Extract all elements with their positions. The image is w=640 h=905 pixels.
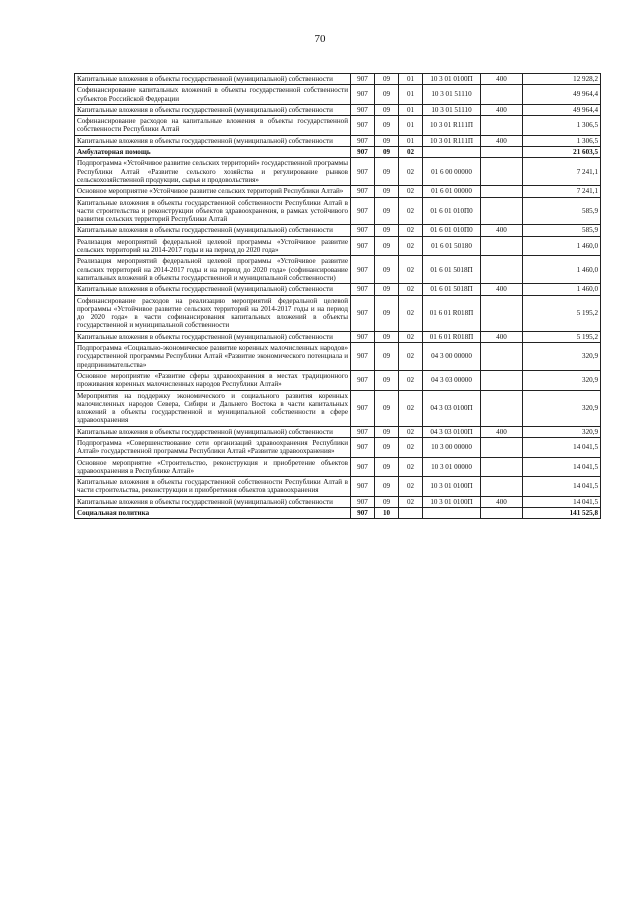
cell-description: Софинансирование расходов на реализацию мероприятий федеральной целевой программы «Устойчивое развитие сельских территорий на 2014-2017 годы и на период до 2020 года» в части софинансирования капитальных вложений в объекты государственной и муниципальной собственности	[75, 295, 351, 331]
cell-amount: 49 964,4	[523, 104, 601, 115]
cell-description: Подпрограмма «Социально-экономическое развитие коренных малочисленных народов» государственной программы Республики Алтай «Развитие экономического потенциала и предпринимательства»	[75, 343, 351, 371]
cell-description: Реализация мероприятий федеральной целевой программы «Устойчивое развитие сельских территорий на 2014-2017 годы и на период до 2020 года»	[75, 236, 351, 256]
cell-description: Мероприятия на поддержку экономического и социального развития коренных малочисленных народов Севера, Сибири и Дальнего Востока в части капитальных вложений в объекты государственной и муниципальной собственности в сфере здравоохранения	[75, 390, 351, 426]
cell-subsection-code: 01	[399, 104, 423, 115]
table-row	[75, 147, 601, 158]
table-row	[75, 508, 601, 519]
cell-expense-type	[481, 85, 523, 105]
cell-ministry-code: 907	[351, 426, 375, 437]
cell-expense-type	[481, 477, 523, 497]
cell-section-code: 09	[375, 331, 399, 342]
cell-target-article: 10 3 01 0100П	[423, 477, 481, 497]
cell-target-article: 01 6 01 R018П	[423, 295, 481, 331]
cell-subsection-code: 01	[399, 116, 423, 136]
table-row	[75, 186, 601, 197]
cell-target-article: 10 3 01 0100П	[423, 74, 481, 85]
cell-section-code: 09	[375, 426, 399, 437]
cell-expense-type	[481, 508, 523, 519]
budget-table-body	[75, 74, 601, 519]
cell-expense-type: 400	[481, 331, 523, 342]
cell-section-code: 09	[375, 295, 399, 331]
cell-subsection-code: 02	[399, 477, 423, 497]
table-row	[75, 370, 601, 390]
cell-section-code: 10	[375, 508, 399, 519]
cell-amount: 14 041,5	[523, 457, 601, 477]
table-row	[75, 343, 601, 371]
cell-description: Капитальные вложения в объекты государственной (муниципальной) собственности	[75, 426, 351, 437]
cell-subsection-code: 02	[399, 147, 423, 158]
cell-subsection-code: 02	[399, 284, 423, 295]
table-row	[75, 74, 601, 85]
cell-section-code: 09	[375, 116, 399, 136]
cell-target-article: 04 3 00 00000	[423, 343, 481, 371]
cell-target-article	[423, 508, 481, 519]
cell-target-article: 10 3 01 0100П	[423, 496, 481, 507]
cell-target-article: 01 6 01 00000	[423, 186, 481, 197]
cell-section-code: 09	[375, 104, 399, 115]
cell-amount: 585,9	[523, 197, 601, 225]
cell-subsection-code: 02	[399, 496, 423, 507]
cell-section-code: 09	[375, 85, 399, 105]
cell-subsection-code: 02	[399, 390, 423, 426]
cell-subsection-code: 01	[399, 74, 423, 85]
cell-amount: 1 460,0	[523, 284, 601, 295]
cell-section-code: 09	[375, 256, 399, 284]
cell-amount: 7 241,1	[523, 186, 601, 197]
cell-ministry-code: 907	[351, 186, 375, 197]
cell-subsection-code: 01	[399, 85, 423, 105]
cell-description: Капитальные вложения в объекты государственной (муниципальной) собственности	[75, 331, 351, 342]
cell-expense-type: 400	[481, 284, 523, 295]
table-row	[75, 331, 601, 342]
cell-amount: 320,9	[523, 370, 601, 390]
cell-subsection-code: 02	[399, 343, 423, 371]
cell-expense-type: 400	[481, 426, 523, 437]
cell-ministry-code: 907	[351, 116, 375, 136]
table-row	[75, 85, 601, 105]
cell-amount: 1 306,5	[523, 135, 601, 146]
cell-description: Капитальные вложения в объекты государственной собственности Республики Алтай в части строительства и реконструкции объектов здравоохранения, в рамках устойчивого развития сельских территорий Республики Алтай	[75, 197, 351, 225]
cell-section-code: 09	[375, 437, 399, 457]
cell-subsection-code: 02	[399, 331, 423, 342]
cell-section-code: 09	[375, 147, 399, 158]
cell-description: Основное мероприятие «Устойчивое развитие сельских территорий Республики Алтай»	[75, 186, 351, 197]
cell-target-article: 10 3 01 00000	[423, 457, 481, 477]
cell-amount: 1 306,5	[523, 116, 601, 136]
cell-description: Основное мероприятие «Строительство, реконструкция и приобретение объектов здравоохранения в Республике Алтай»	[75, 457, 351, 477]
cell-subsection-code: 02	[399, 158, 423, 186]
cell-expense-type	[481, 256, 523, 284]
cell-section-code: 09	[375, 225, 399, 236]
cell-amount: 5 195,2	[523, 331, 601, 342]
cell-subsection-code: 02	[399, 186, 423, 197]
cell-expense-type	[481, 370, 523, 390]
cell-section-code: 09	[375, 236, 399, 256]
cell-ministry-code: 907	[351, 225, 375, 236]
cell-ministry-code: 907	[351, 343, 375, 371]
table-row	[75, 390, 601, 426]
cell-ministry-code: 907	[351, 284, 375, 295]
cell-subsection-code: 02	[399, 457, 423, 477]
cell-target-article: 04 3 03 00000	[423, 370, 481, 390]
cell-ministry-code: 907	[351, 390, 375, 426]
cell-ministry-code: 907	[351, 135, 375, 146]
cell-description: Основное мероприятие «Развитие сферы здравоохранения в местах традиционного проживания коренных малочисленных народов Республики Алтай»	[75, 370, 351, 390]
budget-table	[74, 73, 601, 519]
cell-expense-type: 400	[481, 135, 523, 146]
cell-amount: 585,9	[523, 225, 601, 236]
cell-amount: 320,9	[523, 343, 601, 371]
cell-expense-type	[481, 147, 523, 158]
table-row	[75, 197, 601, 225]
cell-target-article: 01 6 01 5018П	[423, 256, 481, 284]
cell-amount: 49 964,4	[523, 85, 601, 105]
cell-target-article: 10 3 01 R111П	[423, 116, 481, 136]
cell-description: Софинансирование расходов на капитальные вложения в объекты государственной собственности Республики Алтай	[75, 116, 351, 136]
cell-target-article: 04 3 03 0100П	[423, 390, 481, 426]
cell-amount: 320,9	[523, 390, 601, 426]
cell-expense-type	[481, 116, 523, 136]
cell-expense-type	[481, 437, 523, 457]
cell-description: Социальная политика	[75, 508, 351, 519]
cell-target-article: 01 6 00 00000	[423, 158, 481, 186]
cell-ministry-code: 907	[351, 85, 375, 105]
cell-ministry-code: 907	[351, 457, 375, 477]
cell-ministry-code: 907	[351, 74, 375, 85]
cell-section-code: 09	[375, 197, 399, 225]
cell-description: Капитальные вложения в объекты государственной (муниципальной) собственности	[75, 496, 351, 507]
cell-expense-type	[481, 343, 523, 371]
table-row	[75, 158, 601, 186]
cell-ministry-code: 907	[351, 236, 375, 256]
cell-ministry-code: 907	[351, 147, 375, 158]
cell-target-article: 01 6 01 010П0	[423, 197, 481, 225]
cell-section-code: 09	[375, 477, 399, 497]
cell-amount: 21 603,5	[523, 147, 601, 158]
cell-subsection-code: 02	[399, 236, 423, 256]
cell-subsection-code: 02	[399, 295, 423, 331]
cell-target-article: 01 6 01 50180	[423, 236, 481, 256]
table-row	[75, 236, 601, 256]
cell-section-code: 09	[375, 496, 399, 507]
cell-amount: 5 195,2	[523, 295, 601, 331]
table-row	[75, 477, 601, 497]
cell-expense-type	[481, 197, 523, 225]
table-row	[75, 426, 601, 437]
cell-target-article: 01 6 01 R018П	[423, 331, 481, 342]
cell-expense-type	[481, 295, 523, 331]
cell-section-code: 09	[375, 158, 399, 186]
cell-description: Подпрограмма «Устойчивое развитие сельских территорий» государственной программы Республики Алтай «Развитие сельского хозяйства и регулирование рынков сельскохозяйственной продукции, сырья и продовольствия»	[75, 158, 351, 186]
cell-amount: 1 460,0	[523, 236, 601, 256]
cell-ministry-code: 907	[351, 158, 375, 186]
cell-subsection-code: 02	[399, 225, 423, 236]
cell-description: Амбулаторная помощь	[75, 147, 351, 158]
cell-amount: 14 041,5	[523, 496, 601, 507]
cell-ministry-code: 907	[351, 331, 375, 342]
cell-ministry-code: 907	[351, 256, 375, 284]
cell-ministry-code: 907	[351, 370, 375, 390]
cell-description: Капитальные вложения в объекты государственной (муниципальной) собственности	[75, 284, 351, 295]
cell-description: Подпрограмма «Совершенствование сети организаций здравоохранения Республики Алтай» государственной программы Республики Алтай «Развитие здравоохранения»	[75, 437, 351, 457]
cell-target-article: 04 3 03 0100П	[423, 426, 481, 437]
page-number: 70	[314, 33, 326, 45]
cell-target-article: 01 6 01 5018П	[423, 284, 481, 295]
cell-amount: 14 041,5	[523, 437, 601, 457]
cell-section-code: 09	[375, 135, 399, 146]
cell-amount: 141 525,8	[523, 508, 601, 519]
cell-target-article: 10 3 01 51110	[423, 104, 481, 115]
cell-ministry-code: 907	[351, 496, 375, 507]
cell-description: Капитальные вложения в объекты государственной собственности Республики Алтай в части строительства, реконструкции и приобретения объектов здравоохранения	[75, 477, 351, 497]
cell-expense-type	[481, 158, 523, 186]
cell-target-article: 10 3 01 R111П	[423, 135, 481, 146]
cell-description: Софинансирование капитальных вложений в объекты государственной собственности субъектов Российской Федерации	[75, 85, 351, 105]
cell-description: Капитальные вложения в объекты государственной (муниципальной) собственности	[75, 225, 351, 236]
cell-expense-type	[481, 390, 523, 426]
cell-expense-type: 400	[481, 496, 523, 507]
cell-target-article: 10 3 00 00000	[423, 437, 481, 457]
table-row	[75, 284, 601, 295]
cell-ministry-code: 907	[351, 104, 375, 115]
cell-subsection-code	[399, 508, 423, 519]
cell-subsection-code: 02	[399, 197, 423, 225]
cell-section-code: 09	[375, 343, 399, 371]
cell-expense-type	[481, 186, 523, 197]
table-row	[75, 135, 601, 146]
cell-subsection-code: 02	[399, 426, 423, 437]
cell-ministry-code: 907	[351, 477, 375, 497]
table-row	[75, 496, 601, 507]
cell-expense-type: 400	[481, 74, 523, 85]
cell-ministry-code: 907	[351, 295, 375, 331]
table-row	[75, 256, 601, 284]
cell-subsection-code: 02	[399, 256, 423, 284]
cell-section-code: 09	[375, 457, 399, 477]
table-row	[75, 116, 601, 136]
table-row	[75, 437, 601, 457]
cell-ministry-code: 907	[351, 508, 375, 519]
cell-subsection-code: 01	[399, 135, 423, 146]
cell-expense-type: 400	[481, 104, 523, 115]
cell-amount: 14 041,5	[523, 477, 601, 497]
cell-amount: 7 241,1	[523, 158, 601, 186]
cell-ministry-code: 907	[351, 197, 375, 225]
cell-section-code: 09	[375, 390, 399, 426]
cell-ministry-code: 907	[351, 437, 375, 457]
cell-target-article: 01 6 01 010П0	[423, 225, 481, 236]
table-row	[75, 295, 601, 331]
cell-description: Капитальные вложения в объекты государственной (муниципальной) собственности	[75, 135, 351, 146]
table-row	[75, 457, 601, 477]
cell-amount: 12 928,2	[523, 74, 601, 85]
cell-section-code: 09	[375, 370, 399, 390]
cell-target-article	[423, 147, 481, 158]
cell-section-code: 09	[375, 186, 399, 197]
table-row	[75, 225, 601, 236]
cell-amount: 320,9	[523, 426, 601, 437]
cell-description: Реализация мероприятий федеральной целевой программы «Устойчивое развитие сельских территорий на 2014-2017 годы и на период до 2020 года» (софинансирование капитальных вложений в объекты государственной и муниципальной собственности)	[75, 256, 351, 284]
cell-subsection-code: 02	[399, 370, 423, 390]
cell-target-article: 10 3 01 51110	[423, 85, 481, 105]
cell-expense-type	[481, 236, 523, 256]
cell-description: Капитальные вложения в объекты государственной (муниципальной) собственности	[75, 104, 351, 115]
cell-expense-type: 400	[481, 225, 523, 236]
table-row	[75, 104, 601, 115]
cell-amount: 1 460,0	[523, 256, 601, 284]
cell-section-code: 09	[375, 74, 399, 85]
cell-section-code: 09	[375, 284, 399, 295]
cell-subsection-code: 02	[399, 437, 423, 457]
cell-expense-type	[481, 457, 523, 477]
cell-description: Капитальные вложения в объекты государственной (муниципальной) собственности	[75, 74, 351, 85]
